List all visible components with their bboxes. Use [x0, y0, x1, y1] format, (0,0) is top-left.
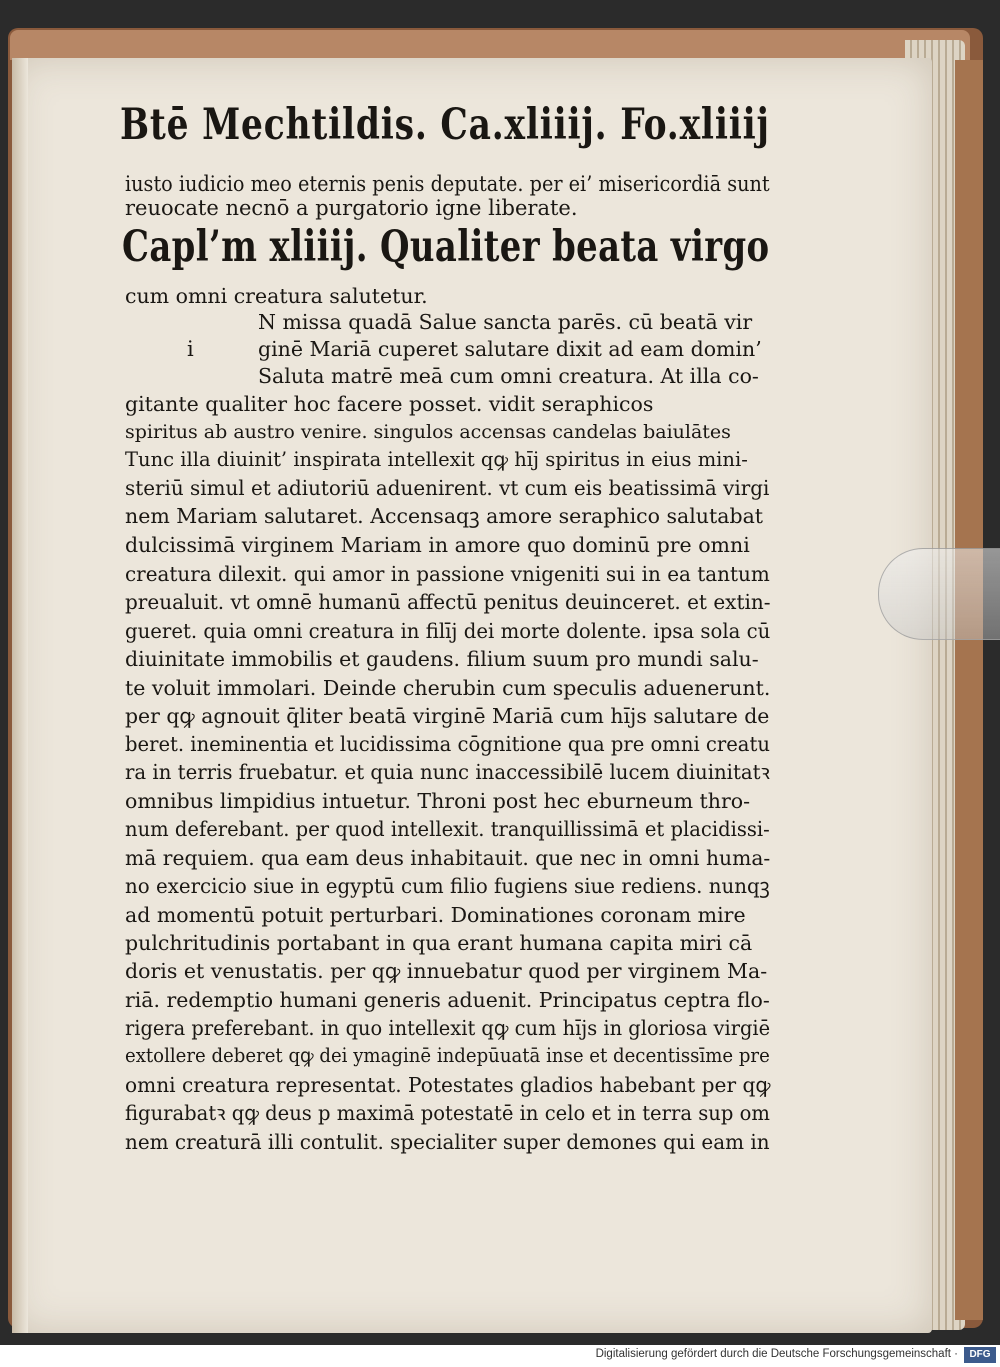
text-line: gueret. quia omni creatura in filīj dei morte dolente. ipsa sola cū	[125, 619, 771, 643]
text-line: creatura dilexit. qui amor in passione vnigeniti sui in ea tantum	[125, 562, 770, 586]
text-line: iusto iudicio meo eternis penis deputate. per ei’ misericordiā sunt	[125, 172, 770, 196]
text-line: reuocate necnō a purgatorio igne liberate.	[125, 196, 578, 220]
text-line: beret. ineminentia et lucidissima cōgnitione qua pre omni creatu	[125, 732, 770, 756]
text-line: nem creaturā illi contulit. specialiter super demones qui eam in	[125, 1130, 770, 1154]
text-line: pulchritudinis portabant in qua erant humana capita miri cā	[125, 931, 753, 955]
text-line: N missa quadā Salue sancta parēs. cū beatā vir	[258, 310, 753, 334]
text-line: num deferebant. per quod intellexit. tranquillissimā et placidissi-	[125, 817, 770, 841]
text-line: mā requiem. qua eam deus inhabitauit. que nec in omni huma-	[125, 846, 771, 870]
footer-bar	[0, 1345, 1000, 1367]
text-line: gitante qualiter hoc facere posset. vidit seraphicos	[125, 392, 654, 416]
text-line: doris et venustatis. per qꝙ innuebatur quod per virginem Ma-	[125, 959, 768, 983]
text-line: spiritus ab austro venire. singulos accensas candelas baiulātes	[125, 421, 731, 443]
text-line: figurabatꝛ qꝙ deus p maximā potestatē in celo et in terra sup om	[125, 1101, 770, 1125]
initial-guide-letter: i	[187, 337, 194, 361]
text-line: no exercicio siue in egyptū cum filio fugiens siue rediens. nunqꝫ	[125, 874, 770, 898]
dfg-logo: DFG	[964, 1347, 996, 1363]
text-line: cum omni creatura salutetur.	[125, 284, 428, 308]
text-line: extollere deberet qꝙ dei ymaginē indepūuatā inse et decentissīme pre	[125, 1044, 770, 1067]
text-line: omnibus limpidius intuetur. Throni post hec eburneum thro-	[125, 789, 751, 813]
funding-credit: Digitalisierung gefördert durch die Deutsche Forschungsgemeinschaft ·	[595, 1348, 958, 1360]
text-line: ra in terris fruebatur. et quia nunc inaccessibilē lucem diuinitatꝛ	[125, 760, 770, 784]
text-line: te voluit immolari. Deinde cherubin cum speculis aduenerunt.	[125, 676, 771, 700]
text-line: rigera preferebant. in quo intellexit qꝙ cum hı̄js in gloriosa virgiē	[125, 1016, 771, 1040]
text-line: preualuit. vt omnē humanū affectū penitus deuinceret. et extin-	[125, 590, 771, 614]
text-line: ad momentū potuit perturbari. Dominationes coronam mire	[125, 903, 746, 927]
text-line: riā. redemptio humani generis aduenit. Principatus ceptra flo-	[125, 988, 770, 1012]
text-line: nem Mariam salutaret. Accensaqꝫ amore seraphico salutabat	[125, 504, 764, 528]
text-line: dulcissimā virginem Mariam in amore quo dominū pre omni	[125, 533, 750, 557]
book-cover-edge	[10, 30, 970, 60]
text-line: diuinitate immobilis et gaudens. filium suum pro mundi salu-	[125, 647, 759, 671]
chapter-heading: Capl’m xliiij. Qualiter beata virgo	[122, 222, 770, 272]
text-line: Tunc illa diuinit’ inspirata intellexit qꝙ hı̄j spiritus in eius mini-	[125, 448, 748, 471]
text-line: steriū simul et adiutoriū aduenirent. vt cum eis beatissimā virgi	[125, 476, 770, 500]
page-clip	[878, 548, 1000, 640]
text-line: omni creatura representat. Potestates gladios habebant per qꝙ	[125, 1073, 771, 1097]
text-line: per qꝙ agnouit q̄liter beatā virginē Mariā cum hı̄js salutare de	[125, 704, 770, 728]
running-head: Btē Mechtildis. Ca.xliiij. Fo.xliiij	[120, 100, 770, 150]
text-line: ginē Mariā cuperet salutare dixit ad eam domin’	[258, 337, 762, 361]
page-gutter	[12, 58, 28, 1333]
text-line: Saluta matrē meā cum omni creatura. At illa co-	[258, 364, 759, 388]
book-spine-edge	[955, 60, 983, 1320]
